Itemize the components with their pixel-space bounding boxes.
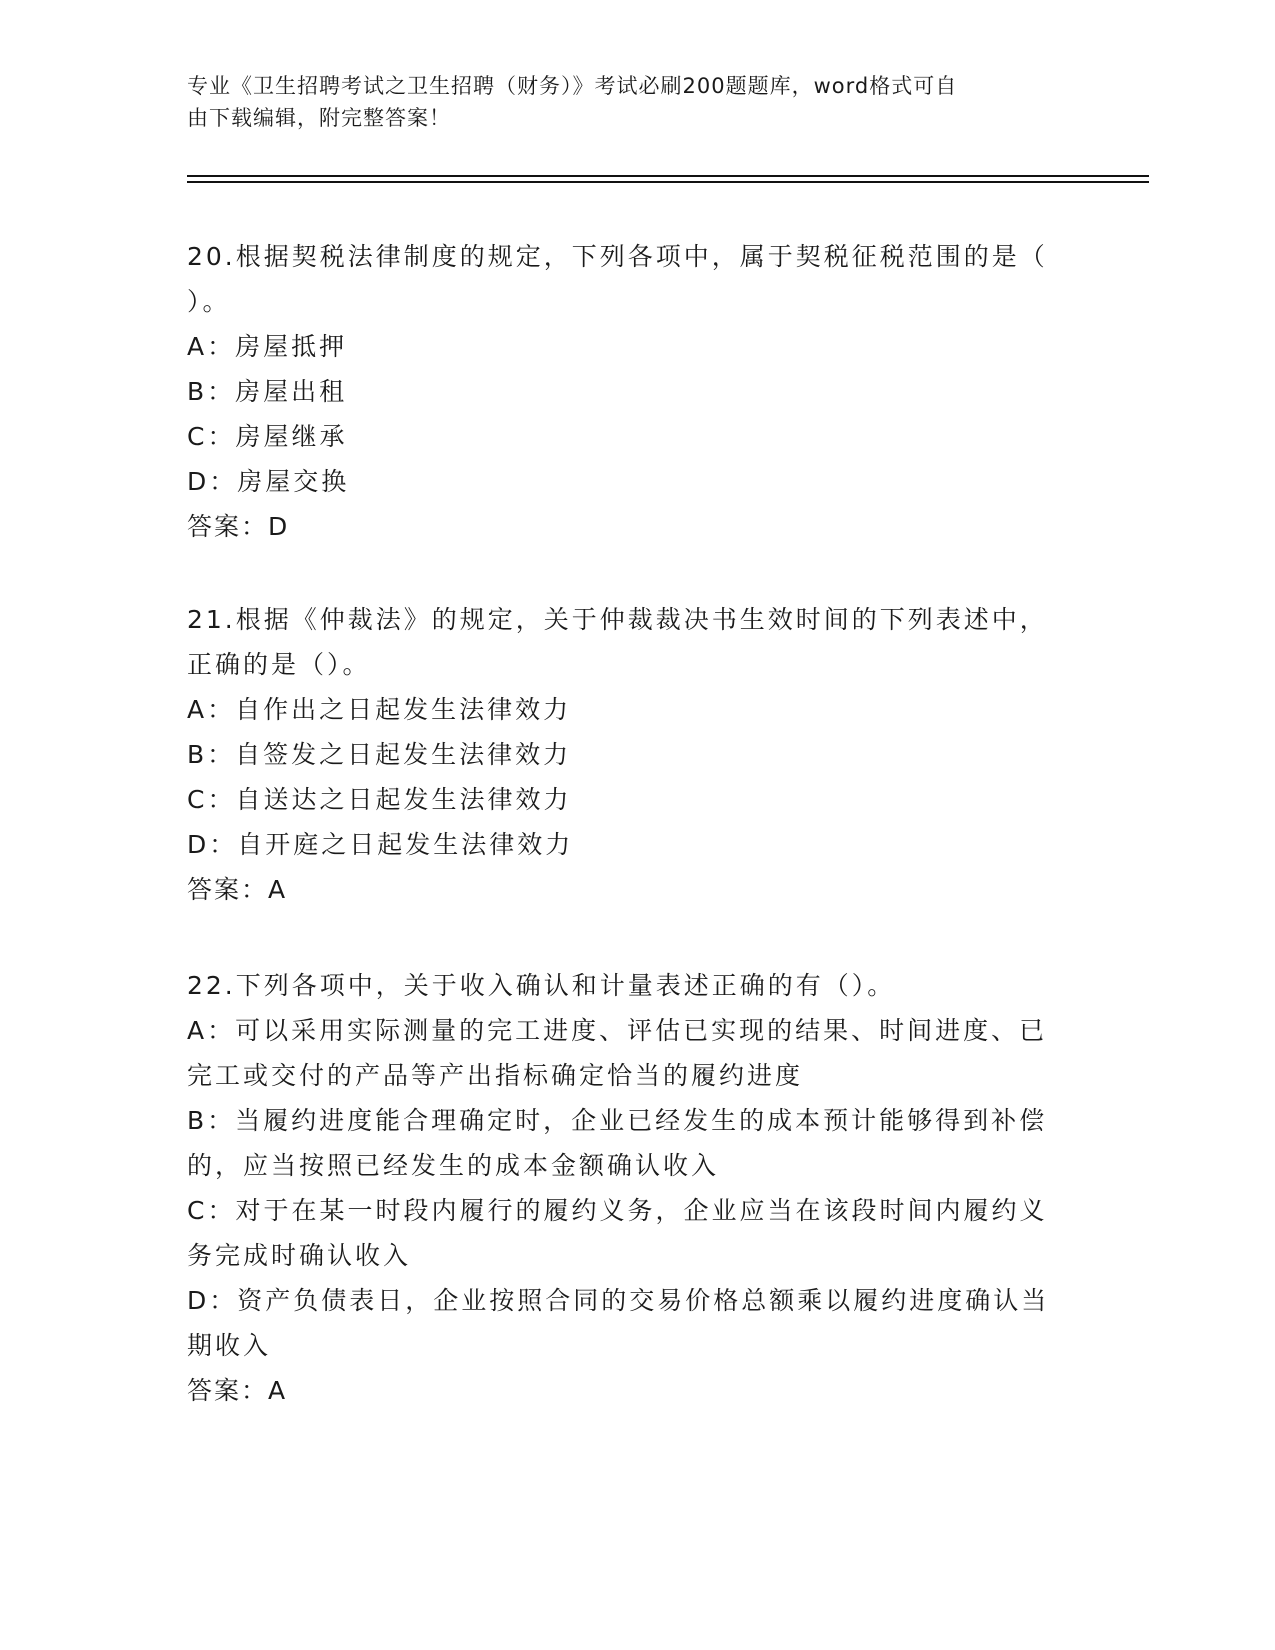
option-d: D：房屋交换 [187, 467, 350, 496]
question-stem: 20.根据契税法律制度的规定，下列各项中，属于契税征税范围的是（ [187, 242, 1048, 271]
option-b: B：当履约进度能合理确定时，企业已经发生的成本预计能够得到补偿 [187, 1106, 1048, 1135]
header-divider [187, 181, 1149, 183]
option-c: C：自送达之日起发生法律效力 [187, 785, 572, 814]
question-stem: ）。 [187, 287, 231, 316]
option-d: D：资产负债表日，企业按照合同的交易价格总额乘以履约进度确认当 [187, 1286, 1050, 1315]
answer-line: 答案：A [187, 875, 288, 904]
question-stem: 21.根据《仲裁法》的规定，关于仲裁裁决书生效时间的下列表述中， [187, 605, 1048, 634]
option-d-continued: 期收入 [187, 1331, 272, 1360]
option-d: D：自开庭之日起发生法律效力 [187, 830, 574, 859]
document-header [187, 70, 1087, 134]
header-line: 由下载编辑，附完整答案！ [187, 106, 451, 130]
header-line: 专业《卫生招聘考试之卫生招聘（财务）》考试必刷200题题库，word格式可自 [187, 74, 958, 98]
option-b-continued: 的，应当按照已经发生的成本金额确认收入 [187, 1151, 720, 1180]
header-divider [187, 175, 1149, 177]
option-c-continued: 务完成时确认收入 [187, 1241, 412, 1270]
question-block [187, 597, 1067, 912]
answer-line: 答案：D [187, 512, 290, 541]
option-c: C：对于在某一时段内履行的履约义务，企业应当在该段时间内履约义 [187, 1196, 1048, 1225]
option-a: A：房屋抵押 [187, 332, 348, 361]
option-a: A：自作出之日起发生法律效力 [187, 695, 572, 724]
question-stem: 22.下列各项中，关于收入确认和计量表述正确的有（）。 [187, 971, 896, 1000]
answer-line: 答案：A [187, 1376, 288, 1405]
question-block [187, 963, 1067, 1413]
option-b: B：自签发之日起发生法律效力 [187, 740, 572, 769]
option-c: C：房屋继承 [187, 422, 348, 451]
option-b: B：房屋出租 [187, 377, 348, 406]
question-block [187, 234, 1067, 549]
option-a-continued: 完工或交付的产品等产出指标确定恰当的履约进度 [187, 1061, 804, 1090]
question-stem: 正确的是（）。 [187, 650, 371, 679]
option-a: A：可以采用实际测量的完工进度、评估已实现的结果、时间进度、已 [187, 1016, 1048, 1045]
